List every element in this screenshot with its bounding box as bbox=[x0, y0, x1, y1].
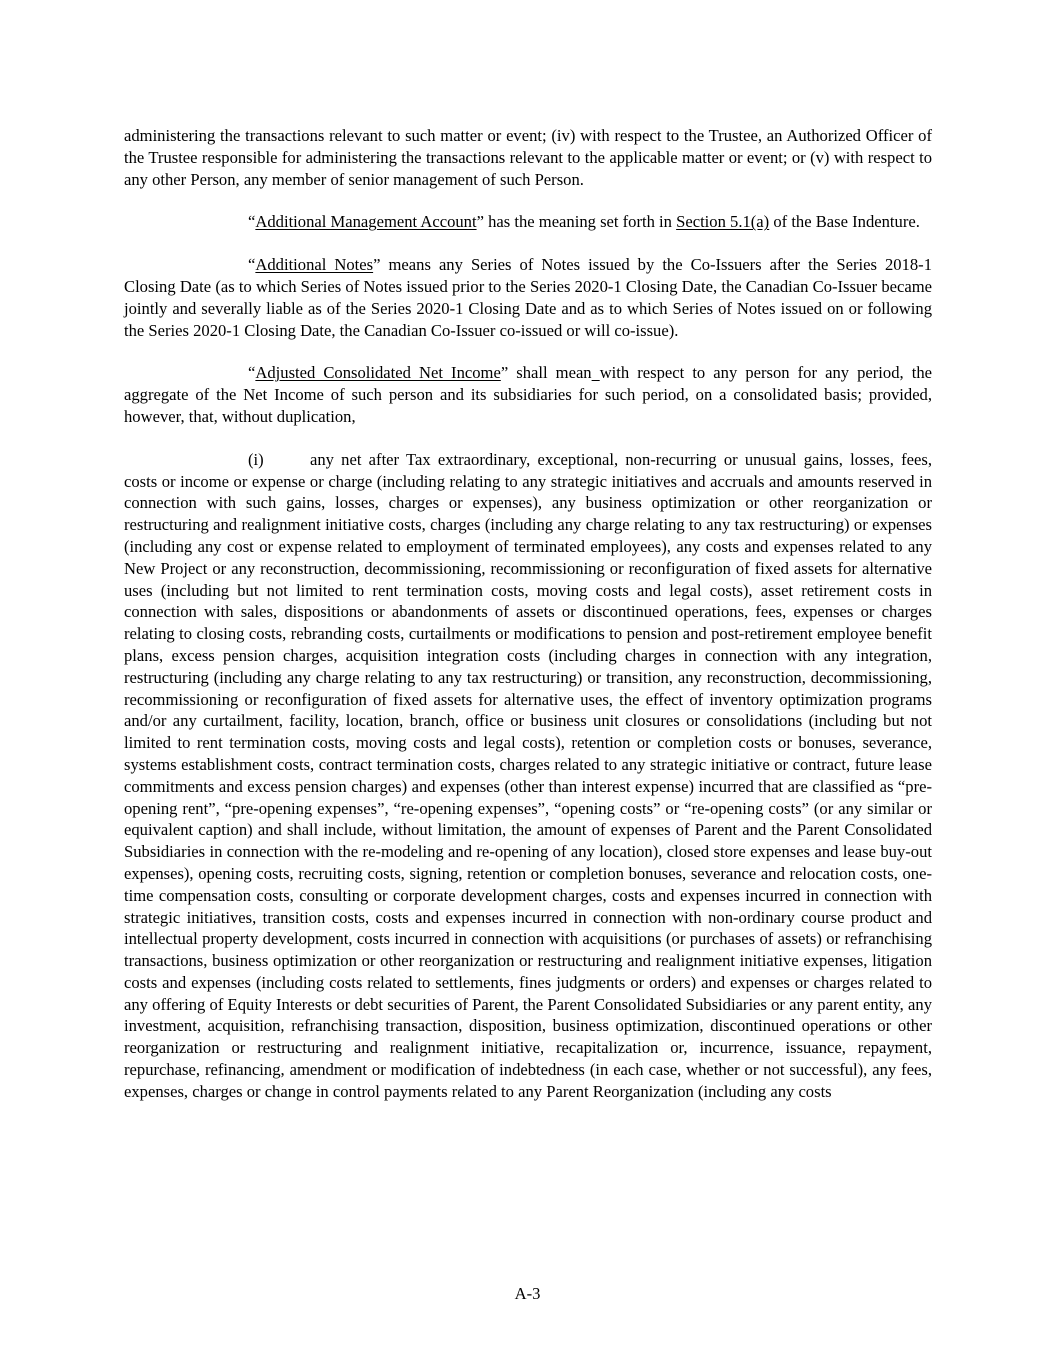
document-page bbox=[124, 125, 932, 1124]
definition-additional-management-account bbox=[124, 211, 932, 233]
underlined-space bbox=[592, 363, 600, 382]
clause-text: any net after Tax extraordinary, exceptional, non-recurring or unusual gains, losses, fees, costs or income or expense or charge (including relating to any strategic initiatives and accruals and amounts reserved in connection with such gains, losses, charges or expenses), any business optimization or other reorganization or restructuring and realignment initiative costs, charges (including any charge relating to any tax restructuring) or expenses (including any cost or expense related to employment of terminated employees), any costs and expenses related to any New Project or any reconstruction, decommissioning, recommissioning or reconfiguration of fixed assets for alternative uses (including but not limited to rent termination costs, moving costs and legal costs), asset retirement costs in connection with sales, dispositions or abandonments of assets or discontinued operations, fees, expenses or charges relating to closing costs, rebranding costs, curtailments or modifications to pension and post-retirement employee benefit plans, excess pension charges, acquisition integration costs (including charges in connection with any integration, restructuring (including any charge relating to any tax restructuring) or transition, any reconstruction, decommissioning, recommissioning or reconfiguration of fixed assets for alternative uses, the effect of inventory optimization programs and/or any curtailment, facility, location, branch, office or business unit closures or consolidations (including but not limited to rent termination costs, moving costs and legal costs), retention or completion costs or bonuses, severance, systems establishment costs, contract termination costs, charges related to any strategic initiative or contract, future lease commitments and excess pension charges) and expenses (other than interest expense) incurred that are classified as “pre-opening rent”, “pre-opening expenses”, “re-opening expenses”, “opening costs” or “re-opening costs” (or any similar or equivalent caption) and shall include, without limitation, the amount of expenses of Parent and the Parent Consolidated Subsidiaries in connection with the re-modeling and re-opening of any location), closed store expenses and lease buy-out expenses), opening costs, recruiting costs, signing, retention or completion bonuses, severance and relocation costs, one-time compensation costs, consulting or corporate development charges, costs and expenses incurred in connection with strategic initiatives, transition costs, costs and expenses incurred in connection with non-ordinary course product and intellectual property development, costs incurred in connection with acquisitions (or purchases of assets) or refranchising transactions, business optimization or other reorganization or restructuring and realignment initiative expenses, litigation costs and expenses (including costs related to settlements, fines judgments or orders) and expenses or charges related to any offering of Equity Interests or debt securities of Parent, the Parent Consolidated Subsidiaries or any parent entity, any investment, acquisition, refranchising transaction, disposition, business optimization, discontinued operations or other reorganization or restructuring and realignment initiative, recapitalization or, incurrence, issuance, repayment, repurchase, refinancing, amendment or modification of indebtedness (in each case, whether or not successful), any fees, expenses, charges or change in control payments related to any Parent Reorganization (including any costs bbox=[124, 449, 932, 1101]
definition-text: ” has the meaning set forth in bbox=[476, 212, 677, 232]
defined-term: Additional Management Account bbox=[255, 212, 477, 232]
section-reference: Section 5.1(a) bbox=[676, 212, 770, 232]
paragraph-continuation: administering the transactions relevant to such matter or event; (iv) with respect to the Trustee, an Authorized Officer of the Trustee responsible for administering the transactions relevant to the applicable matter or event; or (v) with respect to any other Person, any member of senior management of such Person. bbox=[124, 126, 932, 189]
page-number: A-3 bbox=[514, 1284, 541, 1303]
clause-i bbox=[124, 449, 932, 1103]
definition-text: ” shall mean bbox=[500, 363, 592, 383]
clause-number: (i) bbox=[248, 449, 264, 469]
quote-open: “ bbox=[248, 212, 256, 232]
definition-adjusted-consolidated-net-income bbox=[124, 362, 932, 427]
definition-text: with respect to any person for any period, the aggregate of the Net Income of such person and its subsidiaries for such period, on a consolidated basis; provided, however, that, without duplication, bbox=[124, 363, 932, 426]
definition-text: ” means any Series of Notes issued by the Co-Issuers after the Series 2018-1 Closing Date (as to which Series of Notes issued prior to the Series 2020-1 Closing Date, the Canadian Co-Issuer became jointly and severally liable as of the Series 2020-1 Closing Date and as to which Series of Notes issued on or following the Series 2020-1 Closing Date, the Canadian Co-Issuer co-issued or will co-issue). bbox=[124, 255, 932, 340]
defined-term: Adjusted Consolidated Net Income bbox=[255, 363, 501, 383]
quote-open: “ bbox=[248, 363, 256, 383]
defined-term: Additional Notes bbox=[255, 255, 374, 275]
quote-open: “ bbox=[248, 255, 256, 275]
definition-text: of the Base Indenture. bbox=[769, 212, 920, 232]
definition-additional-notes bbox=[124, 254, 932, 341]
